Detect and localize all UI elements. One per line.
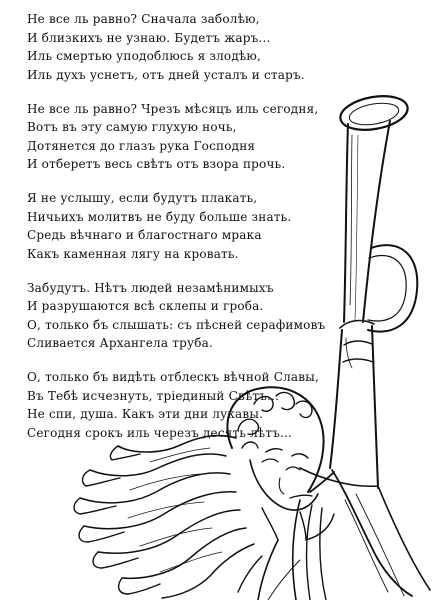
stanza xyxy=(27,100,327,174)
angel-shoulder xyxy=(258,514,334,600)
poem-line: И отберетъ весь свѣтъ отъ взора прочь. xyxy=(27,157,286,171)
trumpet-loop xyxy=(368,245,417,331)
poem-line: Я не услышу, если будутъ плакать, xyxy=(27,191,258,205)
poem-text xyxy=(27,10,327,458)
poem-line: Дотянется до глазъ рука Господня xyxy=(27,138,256,153)
poem-line: Средь вѣчнаго и благостнаго мрака xyxy=(27,228,262,242)
poem-line: И разрушаются всѣ склепы и гроба. xyxy=(27,299,264,313)
poem-line: Ничьихъ молитвъ не буду больше знать. xyxy=(27,209,292,224)
poem-line: Забудутъ. Нѣтъ людей незамѣнимыхъ xyxy=(27,280,274,295)
angel-robe xyxy=(293,468,430,600)
poem-line: Не все ль равно? Чрезъ мѣсяцъ иль сегодня, xyxy=(27,101,319,116)
poem-line: Вотъ въ эту самую глухую ночь, xyxy=(27,120,237,134)
angel-wing xyxy=(74,436,262,598)
stanza xyxy=(27,368,327,442)
poem-line: Сегодня срокъ иль черезъ десять лѣтъ... xyxy=(27,425,293,440)
poem-line: Въ Тебѣ исчезнуть, тріединый Свѣтъ... xyxy=(27,388,280,403)
poem-line: О, только бъ видѣть отблескъ вѣчной Славы, xyxy=(27,370,319,384)
poem-line: И близкихъ не узнаю. Будетъ жаръ... xyxy=(27,30,271,45)
stanza xyxy=(27,279,327,353)
poem-line: Не спи, душа. Какъ эти дни лукавы. xyxy=(27,407,264,421)
poem-line: Иль смертью уподоблюсь я злодѣю, xyxy=(27,49,262,63)
stanza xyxy=(27,189,327,263)
poem-line: Иль духъ уснетъ, отъ дней усталъ и старъ. xyxy=(27,67,305,82)
stanza xyxy=(27,10,327,84)
poem-line: О, только бъ слышать: съ пѣсней серафимовъ xyxy=(27,317,326,332)
angel-arm xyxy=(330,321,378,488)
poem-line: Сливается Архангела труба. xyxy=(27,336,214,350)
trumpet-tube xyxy=(344,121,390,322)
poem-line: Какъ каменная лягу на кровать. xyxy=(27,246,239,261)
poem-line: Не все ль равно? Сначала заболѣю, xyxy=(27,12,260,26)
